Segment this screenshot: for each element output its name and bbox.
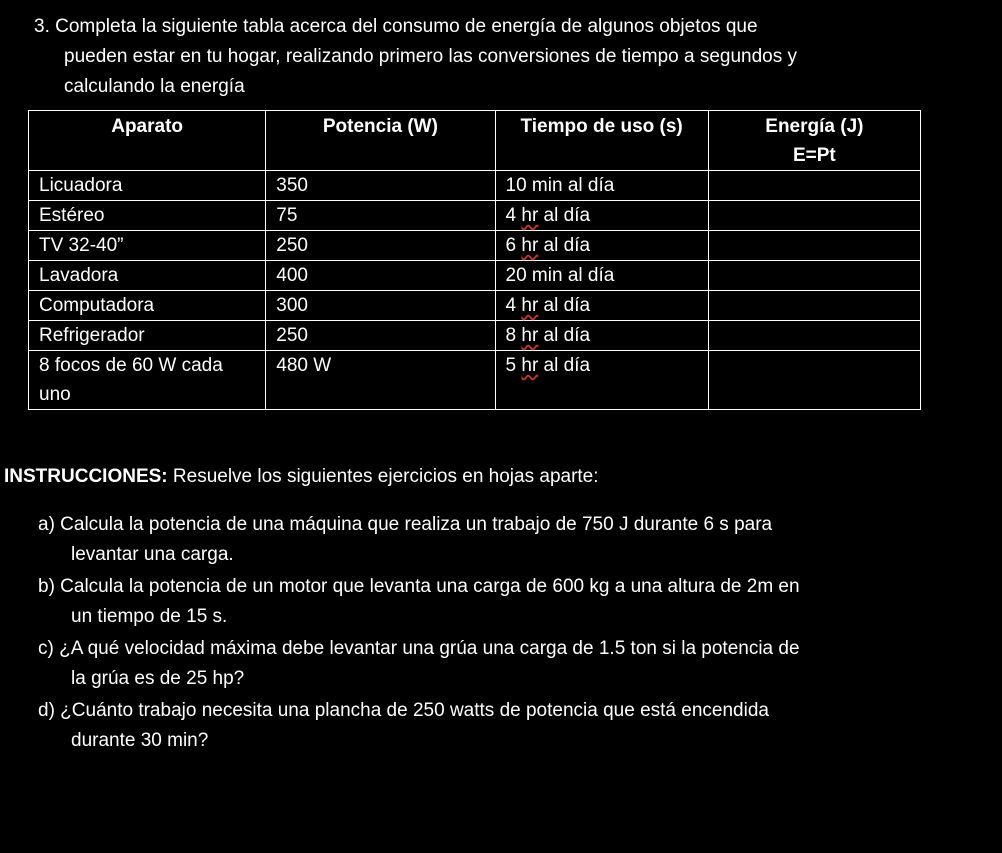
- time-suffix: al día: [562, 265, 615, 286]
- cell-energy[interactable]: [708, 291, 920, 321]
- time-unit: hr: [521, 355, 539, 376]
- cell-device: TV 32-40”: [29, 231, 266, 261]
- cell-device: Refrigerador: [29, 321, 266, 351]
- energy-consumption-table: [28, 110, 921, 410]
- exercise-line-2: la grúa es de 25 hp?: [71, 668, 245, 689]
- device-line-1: 8 focos de 60 W cada: [39, 355, 223, 376]
- cell-device: Estéreo: [29, 201, 266, 231]
- time-unit: hr: [521, 295, 539, 316]
- cell-device: Lavadora: [29, 261, 266, 291]
- exercise-line-1: c) ¿A qué velocidad máxima debe levantar una grúa una carga de 1.5 ton si la potencia de: [38, 638, 800, 659]
- time-number: 6: [505, 235, 522, 256]
- heading-line-2: pueden estar en tu hogar, realizando primero las conversiones de tiempo a segundos y: [64, 46, 798, 67]
- cell-power: 480 W: [266, 351, 495, 410]
- instructions-label: INSTRUCCIONES:: [4, 466, 168, 487]
- exercise-line-2: durante 30 min?: [71, 730, 209, 751]
- header-device: Aparato: [29, 111, 266, 171]
- cell-time: [495, 201, 708, 231]
- exercise-list: [38, 510, 938, 758]
- header-time: Tiempo de uso (s): [495, 111, 708, 171]
- time-suffix: al día: [538, 355, 591, 376]
- header-energy: [708, 111, 920, 171]
- cell-time: [495, 261, 708, 291]
- exercise-line-1: b) Calcula la potencia de un motor que levanta una carga de 600 kg a una altura de 2m en: [38, 576, 800, 597]
- cell-power: 350: [266, 171, 495, 201]
- cell-device: [29, 351, 266, 410]
- time-number: 5: [505, 355, 522, 376]
- cell-energy[interactable]: [708, 201, 920, 231]
- instructions-text: Resuelve los siguientes ejercicios en hojas aparte:: [167, 466, 599, 487]
- cell-time: [495, 321, 708, 351]
- time-number: 4: [505, 205, 522, 226]
- time-unit: hr: [521, 325, 539, 346]
- table-row: [29, 261, 921, 291]
- device-line-2: uno: [39, 384, 71, 405]
- cell-power: 400: [266, 261, 495, 291]
- exercise-item-a: [38, 510, 938, 570]
- table-header-row: [29, 111, 921, 171]
- time-suffix: al día: [562, 175, 615, 196]
- exercise-line-1: a) Calcula la potencia de una máquina que realiza un trabajo de 750 J durante 6 s para: [38, 514, 773, 535]
- cell-energy[interactable]: [708, 231, 920, 261]
- time-suffix: al día: [538, 235, 591, 256]
- cell-energy[interactable]: [708, 261, 920, 291]
- exercise-item-b: [38, 572, 938, 632]
- time-suffix: al día: [538, 325, 591, 346]
- table-row: [29, 291, 921, 321]
- cell-energy[interactable]: [708, 171, 920, 201]
- table-row: [29, 321, 921, 351]
- exercise-item-d: [38, 696, 938, 756]
- exercise-line-1: d) ¿Cuánto trabajo necesita una plancha de 250 watts de potencia que está encendida: [38, 700, 769, 721]
- exercise-item-c: [38, 634, 938, 694]
- exercise-line-2: un tiempo de 15 s.: [71, 606, 228, 627]
- cell-power: 75: [266, 201, 495, 231]
- exercise-line-2: levantar una carga.: [71, 544, 234, 565]
- cell-power: 250: [266, 231, 495, 261]
- table-row: [29, 171, 921, 201]
- time-unit: hr: [521, 205, 539, 226]
- cell-time: [495, 171, 708, 201]
- cell-energy[interactable]: [708, 351, 920, 410]
- table-row: [29, 201, 921, 231]
- time-value: 10 min: [505, 175, 563, 196]
- cell-time: [495, 291, 708, 321]
- cell-power: 250: [266, 321, 495, 351]
- time-number: 4: [505, 295, 522, 316]
- time-number: 8: [505, 325, 522, 346]
- cell-device: Licuadora: [29, 171, 266, 201]
- cell-device: Computadora: [29, 291, 266, 321]
- heading-line-1: 3. Completa la siguiente tabla acerca del consumo de energía de algunos objetos que: [34, 16, 758, 37]
- exercise-3-heading: [34, 12, 934, 102]
- cell-time: [495, 231, 708, 261]
- instructions: [4, 462, 599, 492]
- time-unit: hr: [521, 235, 539, 256]
- table-row: [29, 231, 921, 261]
- cell-energy[interactable]: [708, 321, 920, 351]
- time-value: 20 min: [505, 265, 563, 286]
- table-row: [29, 351, 921, 410]
- header-power: Potencia (W): [266, 111, 495, 171]
- time-suffix: al día: [538, 205, 591, 226]
- header-energy-label: Energía (J): [765, 116, 864, 137]
- cell-time: [495, 351, 708, 410]
- header-energy-formula: E=Pt: [792, 145, 836, 166]
- cell-power: 300: [266, 291, 495, 321]
- time-suffix: al día: [538, 295, 591, 316]
- heading-line-3: calculando la energía: [64, 76, 245, 97]
